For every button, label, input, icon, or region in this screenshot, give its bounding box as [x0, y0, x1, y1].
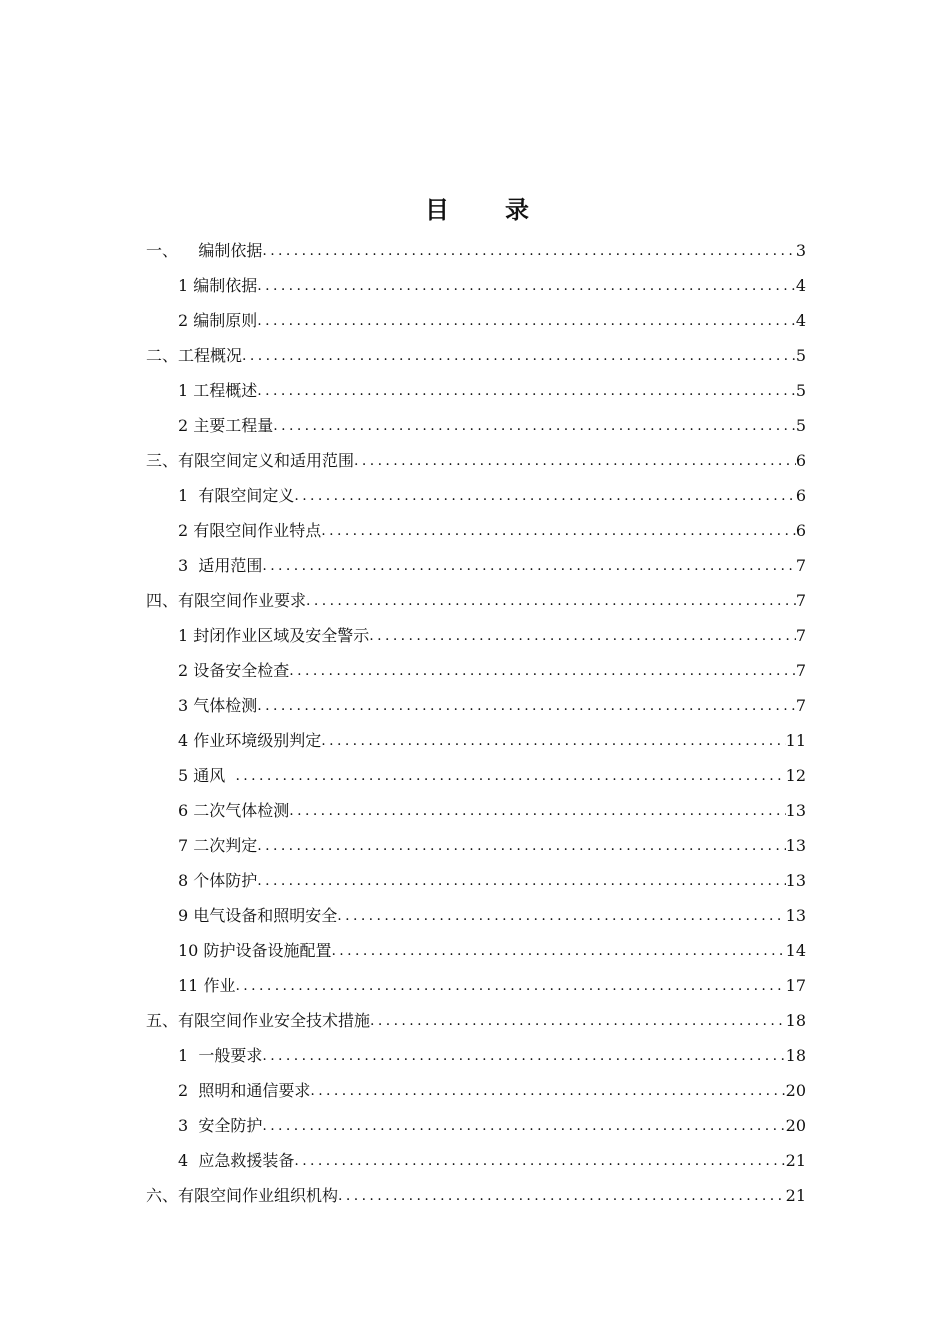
toc-entry[interactable] [146, 1035, 806, 1070]
toc-entry-text: 4 应急救援装备 [178, 1151, 295, 1170]
toc-entry[interactable] [146, 440, 806, 475]
toc-dot-leader [257, 696, 796, 716]
toc-entry-text: 6 二次气体检测 [178, 801, 290, 820]
toc-entry[interactable] [146, 685, 806, 720]
toc-entry[interactable] [146, 615, 806, 650]
toc-dot-leader [369, 626, 796, 646]
toc-entry[interactable] [146, 860, 806, 895]
toc-entry-page: 5 [795, 416, 806, 435]
toc-entry-page: 6 [795, 521, 806, 540]
toc-entry[interactable] [146, 580, 806, 615]
toc-entry-page: 5 [795, 381, 806, 400]
toc-dot-leader [289, 801, 785, 821]
toc-entry-text: 一、 编制依据 [146, 241, 263, 260]
toc-entry[interactable] [146, 545, 806, 580]
toc-entry-text: 2 照明和通信要求 [178, 1081, 311, 1100]
toc-entry-page: 6 [795, 486, 806, 505]
toc-entry[interactable] [146, 230, 806, 265]
toc-entry-text: 三、有限空间定义和适用范围 [146, 451, 355, 470]
toc-dot-leader [257, 381, 796, 401]
toc-entry-text: 5 通风 [178, 766, 236, 785]
toc-entry[interactable] [146, 300, 806, 335]
toc-dot-leader [262, 1116, 785, 1136]
toc-dot-leader [294, 1151, 785, 1171]
toc-entry-page: 13 [785, 906, 806, 925]
toc-entry-page: 7 [795, 661, 806, 680]
toc-dot-leader [370, 1011, 786, 1031]
toc-entry-page: 7 [795, 696, 806, 715]
toc-dot-leader [235, 976, 785, 996]
toc-dot-leader [354, 451, 796, 471]
toc-entry[interactable] [146, 930, 806, 965]
toc-entry-page: 20 [785, 1116, 806, 1135]
toc-entry[interactable] [146, 265, 806, 300]
toc-entry[interactable] [146, 755, 806, 790]
toc-entry[interactable] [146, 790, 806, 825]
toc-dot-leader [273, 416, 796, 436]
toc-entry-text: 2 设备安全检查 [178, 661, 290, 680]
toc-entry-page: 17 [785, 976, 806, 995]
toc-dot-leader [235, 766, 785, 786]
toc-dot-leader [294, 486, 795, 506]
toc-entry-text: 10 防护设备设施配置 [178, 941, 332, 960]
toc-dot-leader [331, 941, 785, 961]
toc-entry[interactable] [146, 965, 806, 1000]
toc-entry-page: 21 [785, 1186, 806, 1205]
toc-entry-page: 13 [785, 801, 806, 820]
toc-entry[interactable] [146, 895, 806, 930]
toc-entry-text: 五、有限空间作业安全技术措施 [146, 1011, 371, 1030]
toc-entry-text: 2 编制原则 [178, 311, 258, 330]
toc-entry-page: 18 [785, 1011, 806, 1030]
toc-entry-page: 20 [785, 1081, 806, 1100]
toc-entry-text: 2 有限空间作业特点 [178, 521, 322, 540]
toc-entry-page: 18 [785, 1046, 806, 1065]
toc-dot-leader [321, 521, 796, 541]
toc-dot-leader [262, 556, 795, 576]
toc-entry[interactable] [146, 825, 806, 860]
toc-dot-leader [242, 346, 796, 366]
toc-entry-page: 6 [795, 451, 806, 470]
toc-entry[interactable] [146, 720, 806, 755]
toc-entry[interactable] [146, 1140, 806, 1175]
toc-entry-text: 3 适用范围 [178, 556, 263, 575]
toc-dot-leader [289, 661, 796, 681]
toc-entry-text: 四、有限空间作业要求 [146, 591, 307, 610]
toc-dot-leader [262, 241, 795, 261]
toc-entry-text: 二、工程概况 [146, 346, 243, 365]
toc-dot-leader [257, 836, 785, 856]
toc-entry[interactable] [146, 405, 806, 440]
toc-entry-text: 9 电气设备和照明安全 [178, 906, 338, 925]
toc-dot-leader [306, 591, 796, 611]
toc-entry[interactable] [146, 510, 806, 545]
toc-entry-page: 11 [785, 731, 806, 750]
toc-entry-page: 7 [795, 556, 806, 575]
toc-entry-text: 4 作业环境级别判定 [178, 731, 322, 750]
toc-entry[interactable] [146, 1105, 806, 1140]
toc-entry[interactable] [146, 1070, 806, 1105]
toc-entry-text: 1 一般要求 [178, 1046, 263, 1065]
toc-entry-text: 8 个体防护 [178, 871, 258, 890]
toc-entry-text: 3 气体检测 [178, 696, 258, 715]
toc-entry-text: 1 有限空间定义 [178, 486, 295, 505]
toc-dot-leader [262, 1046, 785, 1066]
toc-entry[interactable] [146, 475, 806, 510]
toc-dot-leader [337, 906, 785, 926]
toc-entry-text: 7 二次判定 [178, 836, 258, 855]
toc-entry-page: 3 [795, 241, 806, 260]
toc-entry-page: 4 [795, 276, 806, 295]
toc-entry-page: 21 [785, 1151, 806, 1170]
toc-dot-leader [257, 311, 796, 331]
toc-dot-leader [310, 1081, 785, 1101]
toc-entry-text: 1 封闭作业区域及安全警示 [178, 626, 370, 645]
toc-entry-page: 13 [785, 836, 806, 855]
toc-entry-text: 1 工程概述 [178, 381, 258, 400]
toc-entry-text: 11 作业 [178, 976, 236, 995]
toc-entry-page: 7 [795, 591, 806, 610]
toc-entry-page: 7 [795, 626, 806, 645]
toc-dot-leader [257, 276, 796, 296]
toc-dot-leader [257, 871, 785, 891]
toc-entry-page: 5 [795, 346, 806, 365]
toc-entry-text: 六、有限空间作业组织机构 [146, 1186, 339, 1205]
toc-entry-text: 1 编制依据 [178, 276, 258, 295]
toc-entry[interactable] [146, 650, 806, 685]
toc-entry-page: 12 [785, 766, 806, 785]
toc-entry[interactable] [146, 335, 806, 370]
toc-entry-page: 13 [785, 871, 806, 890]
toc-entry[interactable] [146, 370, 806, 405]
toc-title: 目录 [425, 195, 585, 224]
toc-entry-page: 4 [795, 311, 806, 330]
toc-entry[interactable] [146, 1000, 806, 1035]
toc-list [146, 230, 806, 1210]
toc-dot-leader [338, 1186, 786, 1206]
toc-dot-leader [321, 731, 785, 751]
toc-entry-text: 3 安全防护 [178, 1116, 263, 1135]
toc-entry[interactable] [146, 1175, 806, 1210]
toc-entry-page: 14 [785, 941, 806, 960]
toc-entry-text: 2 主要工程量 [178, 416, 274, 435]
